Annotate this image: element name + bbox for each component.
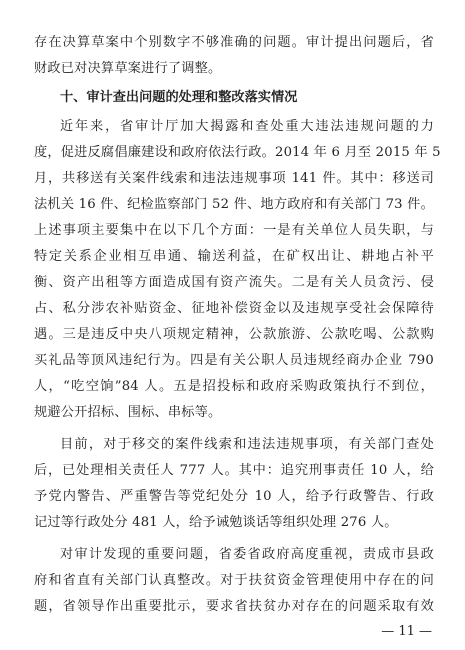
text-line: 遇。三是违反中央八项规定精神，公款旅游、公款吃喝、公款购 [34,327,434,342]
text-line: 财政已对决算草案进行了调整。 [34,61,222,76]
text-line: 法机关 16 件、纪检监察部门 52 件、地方政府和有关部门 73 件。 [34,197,434,212]
text-line: 目前，对于移交的案件线索和违法违规事项，有关部门查处 [60,437,434,452]
text-line: 占、私分涉农补贴资金、征地补偿资金以及违规享受社会保障待 [34,301,434,316]
text-line: 对审计发现的重要问题，省委省政府高度重视，责成市县政 [60,547,434,562]
text-line: 规避公开招标、围标、串标等。 [34,405,222,420]
page-number: — 11 — [381,624,432,639]
section-heading: 十、审计查出问题的处理和整改落实情况 [60,90,298,105]
text-line: 府和省直有关部门认真整改。对于扶贫资金管理使用中存在的问 [34,573,434,588]
text-line: 上述事项主要集中在以下几个方面：一是有关单位人员失职，与 [34,223,434,238]
text-line: 存在决算草案中个别数字不够准确的问题。审计提出问题后，省 [34,35,434,50]
text-line: 近年来，省审计厅加大揭露和查处重大违法违规问题的力 [60,119,434,134]
text-line: 予党内警告、严重警告等党纪处分 10 人，给予行政警告、行政 [34,489,434,504]
text-line: 题，省领导作出重要批示，要求省扶贫办对存在的问题采取有效 [34,599,434,614]
text-line: 月，共移送有关案件线索和违法违规事项 141 件。其中：移送司 [34,171,434,186]
text-line: 衡、资产出租等方面造成国有资产流失。二是有关人员贪污、侵 [34,275,434,290]
text-line: 人，“吃空饷”84 人。五是招投标和政府采购政策执行不到位， [34,379,434,394]
text-line: 记过等行政处分 481 人，给予诫勉谈话等组织处理 276 人。 [34,515,398,530]
text-line: 后，已处理相关责任人 777 人。其中：追究刑事责任 10 人，给 [34,463,434,478]
text-line: 买礼品等顶风违纪行为。四是有关公职人员违规经商办企业 790 [34,353,434,368]
text-line: 特定关系企业相互串通、输送利益，在矿权出让、耕地占补平 [34,249,434,264]
text-line: 度，促进反腐倡廉建设和政府依法行政。2014 年 6 月至 2015 年 5 [34,145,441,160]
